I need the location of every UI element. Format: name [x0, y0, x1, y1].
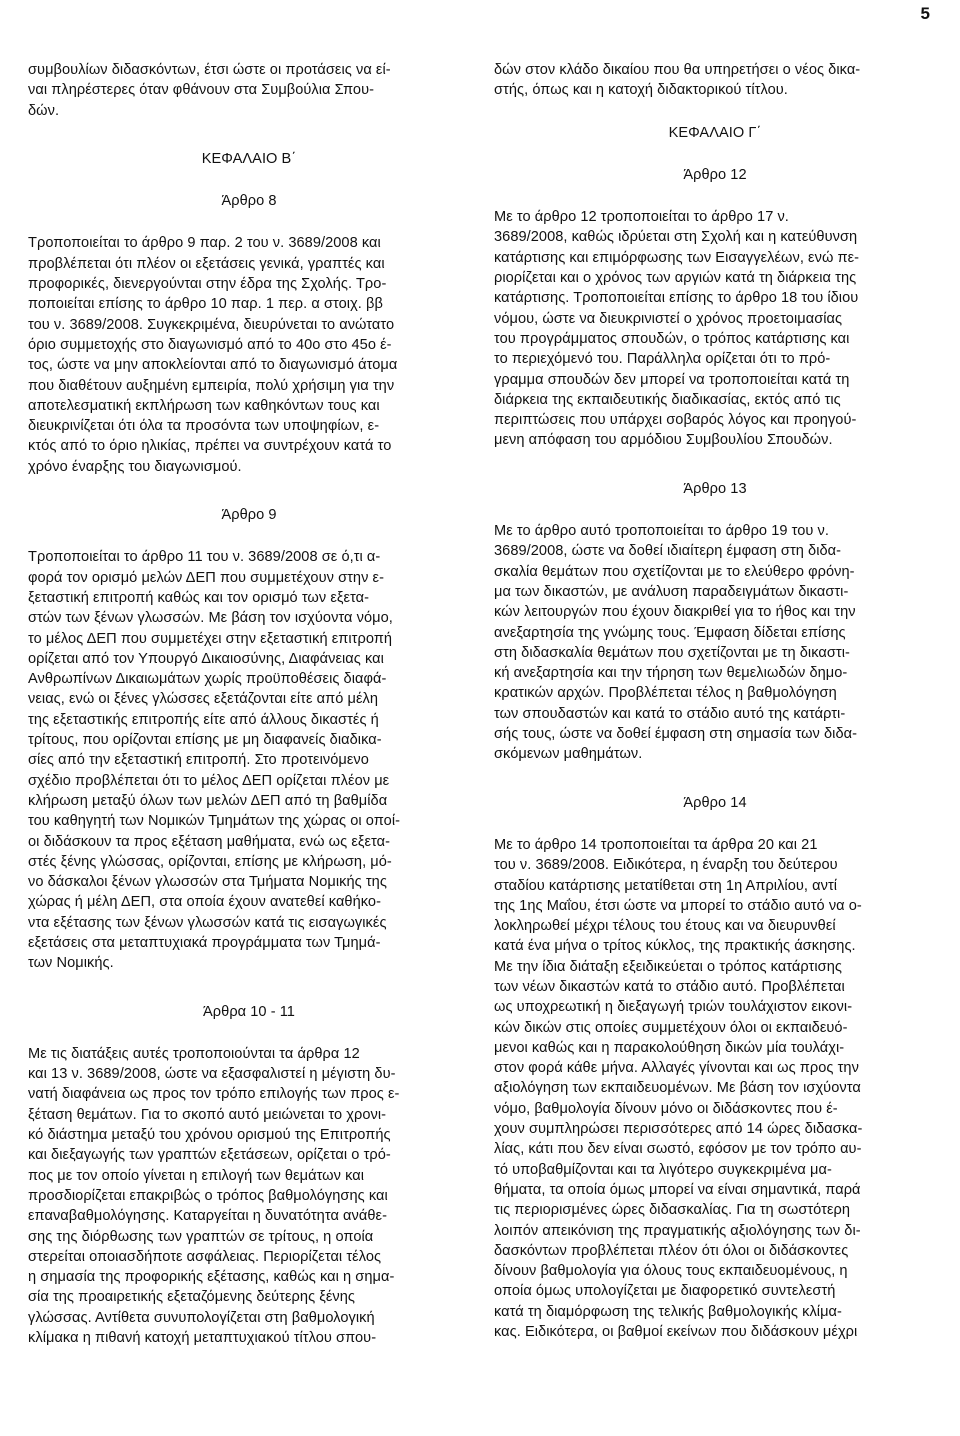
article-12-heading: Άρθρο 12 [683, 166, 747, 183]
chapter-heading: ΚΕΦΑΛΑΙΟ Β΄ [201, 150, 297, 167]
article-9-heading: Άρθρο 9 [221, 507, 277, 524]
article-8-text: Τροποποιείται το άρθρο 9 παρ. 2 του ν. 3689/2008 και προβλέπεται ότι πλέον οι εξετάσεις γενικά, γραπτές και προφορικές, διενεργούνται στην έδρα της Σχολής. Τρο- ποποιείται επίσης το άρθρο 10 παρ. 1 περ. α στοιχ. ββ του ν. 3689/2008. Συγκεκριμένα, διευρύνεται το ανώτατο όριο συμμετοχής στο διαγωνισμό από το 40ο στο 45ο έ- τος, ώστε να μην αποκλείονται από το διαγωνισμό άτομα που διαθέτουν αυξημένη εμπειρία, πολύ χρήσιμη για την αποτελεσματική εκπλήρωση των καθηκόντων τους και διευκρινίζεται ότι όλα τα προσόντα των υποψηφίων, ε- κτός από το όριο ηλικίας, πρέπει να συντρέχουν κατά το χρόνο έναρξης του διαγωνισμού. [28, 235, 398, 475]
article-12-text: Με το άρθρο 12 τροποποιείται το άρθρο 17 ν. 3689/2008, καθώς ιδρύεται στη Σχολή και η κατεύθυνση κατάρτισης και επιμόρφωσης των Εισαγγελέων, ενώ πε- ριορίζεται και ο χρόνος των αργιών κατά τη διάρκεια της κατάρτισης. Τροποποιείται επίσης το άρθρο 18 του ίδιου νόμου, ώστε να διευκρινιστεί ο χρόνος προετοιμασίας του προγράμματος σπουδών, ο τρόπος κατάρτισης και το περιεχόμενό του. Παράλληλα ορίζεται ότι το πρό- γραμμα σπουδών δεν μπορεί να τροποποιείται κατά τη διάρκεια της εκπαιδευτικής διαδικασίας, εκτός από τις περιπτώσεις που υπάρχει σοβαρός λόγος και προηγού- μενη απόφαση του αρμόδιου Συμβουλίου Σπουδών. [494, 209, 860, 449]
right-column [494, 60, 936, 1348]
article-10-11-text: Με τις διατάξεις αυτές τροποποιούνται τα άρθρα 12 και 13 ν. 3689/2008, ώστε να εξασφαλιστεί η μέγιστη δυ- νατή διαφάνεια ως προς τον τρόπο επιλογής των προς ε- ξέταση θεμάτων. Για το σκοπό αυτό μειώνεται το χρονι- κό διάστημα μεταξύ του χρόνου ορισμού της Επιτροπής και διεξαγωγής των γραπτών εξετάσεων, ορίζεται ο τρό- πος με τον οποίο γίνεται η επιλογή των θεμάτων και προσδιορίζεται επακριβώς ο τρόπος βαθμολόγησης και επαναβαθμολόγησης. Καταργείται η δυνατότητα ανάθε- σης της διόρθωσης των γραπτών σε τρίτους, η οποία στερείται οποιασδήποτε ασφάλειας. Περιορίζεται τέλος η σημασία της προφορικής εξέτασης, καθώς και η σημα- σία της προαιρετικής εξεταζόμενης δεύτερης ξένης γλώσσας. Αντίθετα συνυπολογίζεται στη βαθμολογική κλίμακα η πιθανή κατοχή μεταπτυχιακού τίτλου σπου- [28, 1045, 400, 1347]
article-10-11-heading: Άρθρα 10 - 11 [203, 1003, 295, 1020]
paragraph-continuation: δών στον κλάδο δικαίου που θα υπηρετήσει ο νέος δικα- στής, όπως και η κατοχή διδακτορικού τίτλου. [494, 62, 861, 99]
left-column [28, 60, 470, 1348]
chapter-heading: ΚΕΦΑΛΑΙΟ Γ΄ [668, 124, 762, 141]
article-14-heading: Άρθρο 14 [683, 794, 747, 811]
page-number: 5 [920, 4, 930, 23]
article-14-text: Με το άρθρο 14 τροποποιείται τα άρθρα 20 και 21 του ν. 3689/2008. Ειδικότερα, η έναρξη του δεύτερου σταδίου κατάρτισης μετατίθεται στη 1η Απριλίου, αντί της 1ης Μαΐου, έτσι ώστε να μπορεί το στάδιο αυτό να ο- λοκληρωθεί μέχρι τέλους του έτους και να διευρυνθεί κατά ένα μήνα ο τρίτος κύκλος, της πρακτικής άσκησης. Με την ίδια διάταξη εξειδικεύεται ο τρόπος κατάρτισης των νέων δικαστών κατά το στάδιο αυτό. Προβλέπεται ως υποχρεωτική η διεξαγωγή τριών τουλάχιστον εικονι- κών δικών στις οποίες συμμετέχουν όλοι οι εκπαιδευό- μενοι καθώς και η παρακολούθηση δικών μία τουλάχι- στον φορά κάθε μήνα. Αλλαγές γίνονται και ως προς την αξιολόγηση των εκπαιδευομένων. Με βάση τον ισχύοντα νόμο, βαθμολογία δίνουν μόνο οι διδάσκοντες που έ- χουν συμπληρώσει περισσότερες από 14 ώρες διδασκα- λίας, κάτι που δεν είναι σωστό, εφόσον με τον τρόπο αυ- τό υποβαθμίζονται και τα λιγότερο συγκεκριμένα μα- θήματα, τα οποία όμως μπορεί να είναι σημαντικά, παρά τις περιορισμένες ώρες διδασκαλίας. Για τη σωστότερη λοιπόν απεικόνιση της πραγματικής αξιολόγησης των δι- δασκόντων προβλέπεται πλέον ότι όλοι οι διδάσκοντες δίνουν βαθμολογία για όλους τους εκπαιδευομένους, η οποία όμως υπολογίζεται με διαφορετικό συντελεστή κατά τη διαμόρφωση της τελικής βαθμολογικής κλίμα- κας. Ειδικότερα, οι βαθμοί εκείνων που διδάσκουν μέχρι [494, 836, 863, 1341]
paragraph-continuation: συμβουλίων διδασκόντων, έτσι ώστε οι προτάσεις να εί- ναι πληρέστερες όταν φθάνουν στα Συμβούλια Σπου- δών. [28, 62, 391, 119]
article-9-text: Τροποποιείται το άρθρο 11 του ν. 3689/2008 σε ό,τι α- φορά τον ορισμό μελών ΔΕΠ που συμμετέχουν στην ε- ξεταστική επιτροπή καθώς και τον ορισμό των εξετα- στών των ξένων γλωσσών. Με βάση τον ισχύοντα νόμο, το μέλος ΔΕΠ που συμμετέχει στην εξεταστική επιτροπή ορίζεται από τον Υπουργό Δικαιοσύνης, Διαφάνειας και Ανθρωπίνων Δικαιωμάτων χωρίς προϋποθέσεις διαφά- νειας, ενώ οι ξένες γλώσσες εξετάζονται είτε από μέλη της εξεταστικής επιτροπής είτε από άλλους δικαστές ή τρίτους, που ορίζονται επίσης με μη διαφανείς διαδικα- σίες από την εξεταστική επιτροπή. Στο προτεινόμενο σχέδιο προβλέπεται ότι το μέλος ΔΕΠ ορίζεται πλέον με κλήρωση μεταξύ όλων των μελών ΔΕΠ από τη βαθμίδα του καθηγητή των Νομικών Τμημάτων της χώρας οι οποί- οι διδάσκουν τα προς εξέταση μαθήματα, ενώ ως εξετα- στές ξένης γλώσσας, ορίζονται, επίσης με κλήρωση, μό- νο δάσκαλοι ξένων γλωσσών στα Τμήματα Νομικής της χώρας ή μέλη ΔΕΠ, στα οποία έχουν ανατεθεί καθήκο- ντα εξέτασης των ξένων γλωσσών κατά τις εισαγωγικές εξετάσεις στα μεταπτυχιακά προγράμματα των Τμημά- των Νομικής. [28, 549, 401, 972]
document-body [28, 60, 936, 1348]
article-13-heading: Άρθρο 13 [683, 480, 747, 497]
article-8-heading: Άρθρο 8 [221, 193, 277, 210]
article-13-text: Με το άρθρο αυτό τροποποιείται το άρθρο 19 του ν. 3689/2008, ώστε να δοθεί ιδιαίτερη έμφαση στη διδα- σκαλία θεμάτων που σχετίζονται με το ελεύθερο φρόνη- μα των δικαστών, με ανάλυση παραδειγμάτων δικαστι- κών λειτουργών που έχουν διακριθεί για το ήθος και την ανεξαρτησία της γνώμης τους. Έμφαση δίδεται επίσης στη διδασκαλία θεμάτων που σχετίζονται με τη δικαστι- κή ανεξαρτησία και την τήρηση των θεμελιωδών δημο- κρατικών αρχών. Προβλέπεται τέλος η βαθμολόγηση των σπουδαστών και κατά το στάδιο αυτό της κατάρτι- σής τους, ώστε να δοθεί έμφαση στη σημασία των διδα- σκόμενων μαθημάτων. [494, 523, 858, 763]
